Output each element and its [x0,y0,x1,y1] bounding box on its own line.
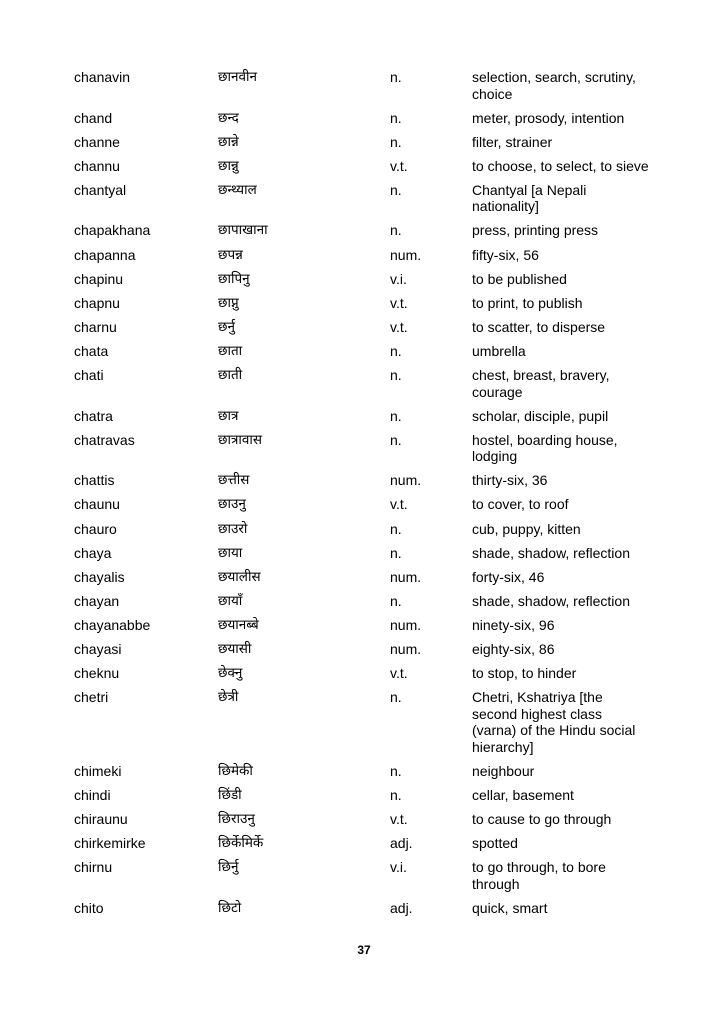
entry-devanagari: छेक्नु [218,665,243,682]
entry-devanagari: छन्थ्याल [218,181,257,198]
entry-devanagari: छयानब्बे [218,616,259,633]
entry-definition: to be published [472,270,567,287]
entry-word: chayalis [74,568,125,585]
dictionary-entry [74,859,664,892]
entry-word: chindi [74,786,111,803]
dictionary-entry [74,835,664,852]
entry-part-of-speech: v.t. [390,318,408,335]
entry-devanagari: छाया [218,544,243,561]
entry-definition: Chantyal [a Nepali nationality] [472,181,587,215]
entry-definition: to cause to go through [472,810,612,827]
entry-part-of-speech: num. [390,616,422,633]
entry-definition: forty-six, 46 [472,568,545,585]
dictionary-entry [74,271,664,288]
dictionary-entry [74,617,664,634]
dictionary-entry [74,593,664,610]
entry-definition: chest, breast, bravery, courage [472,367,610,400]
entry-word: chito [74,899,104,916]
entry-part-of-speech: adj. [390,835,413,852]
entry-word: chantyal [74,181,127,198]
dictionary-entry [74,521,664,538]
entry-devanagari: छाप्नु [218,294,239,311]
entry-part-of-speech: n. [390,407,402,424]
dictionary-entry [74,432,664,465]
entry-devanagari: छपन्न [218,246,243,263]
page-number: 37 [357,943,371,957]
dictionary-entry [74,408,664,425]
dictionary-entry [74,247,664,264]
dictionary-entry [74,182,664,215]
entry-definition: press, printing press [472,222,599,239]
entry-definition: neighbour [472,762,535,779]
entry-definition: to cover, to roof [472,496,569,513]
entry-devanagari: छाउरो [218,520,248,537]
entry-part-of-speech: n. [390,181,402,198]
entry-word: channe [74,133,120,150]
entry-devanagari: छन्द [218,109,239,126]
entry-devanagari: छयासी [218,640,252,657]
entry-definition: to print, to publish [472,294,583,311]
entry-part-of-speech: num. [390,640,422,657]
entry-definition: cub, puppy, kitten [472,520,581,537]
entry-word: charnu [74,318,117,335]
entry-part-of-speech: v.i. [390,859,407,876]
entry-word: chimeki [74,762,122,779]
dictionary-entry [74,158,664,175]
entry-word: chaya [74,544,112,561]
entry-word: chayanabbe [74,616,151,633]
entry-part-of-speech: n. [390,133,402,150]
entry-devanagari: छापिनु [218,270,250,287]
entry-word: chiraunu [74,810,128,827]
entry-part-of-speech: v.t. [390,294,408,311]
dictionary-entry [74,367,664,400]
entry-list [74,69,664,924]
entry-definition: ninety-six, 96 [472,616,555,633]
dictionary-entry [74,787,664,804]
entry-devanagari: छाता [218,342,243,359]
entry-part-of-speech: v.t. [390,665,408,682]
dictionary-entry [74,110,664,127]
entry-definition: fifty-six, 56 [472,246,539,263]
entry-word: chanavin [74,69,131,85]
entry-devanagari: छात्र [218,407,239,424]
entry-word: chayan [74,592,120,609]
entry-devanagari: छिर्केमिर्के [218,835,264,852]
entry-word: chetri [74,689,109,706]
entry-part-of-speech: num. [390,568,422,585]
entry-word: chattis [74,472,115,489]
entry-definition: Chetri, Kshatriya [the second highest class (varna) of the Hindu social hierarchy] [472,689,636,755]
entry-devanagari: छिमेकी [218,762,253,779]
entry-devanagari: छेत्री [218,689,239,706]
dictionary-entry [74,763,664,780]
entry-part-of-speech: n. [390,592,402,609]
entry-part-of-speech: n. [390,786,402,803]
entry-devanagari: छान्ने [218,133,239,150]
dictionary-entry [74,295,664,312]
entry-devanagari: छाती [218,367,243,384]
entry-word: chirkemirke [74,835,146,852]
entry-word: chapanna [74,246,136,263]
entry-word: chata [74,342,109,359]
entry-part-of-speech: v.t. [390,496,408,513]
entry-part-of-speech: n. [390,109,402,126]
entry-definition: meter, prosody, intention [472,109,625,126]
entry-devanagari: छिटो [218,899,242,916]
entry-part-of-speech: n. [390,69,402,85]
entry-definition: quick, smart [472,899,548,916]
entry-devanagari: छान्नु [218,157,239,174]
dictionary-entry [74,472,664,489]
entry-word: chati [74,367,104,384]
entry-part-of-speech: n. [390,367,402,384]
dictionary-entry [74,343,664,360]
dictionary-entry [74,545,664,562]
entry-word: chayasi [74,640,122,657]
entry-definition: scholar, disciple, pupil [472,407,609,424]
entry-word: chand [74,109,113,126]
entry-part-of-speech: num. [390,472,422,489]
entry-devanagari: छर्नु [218,318,235,335]
dictionary-entry [74,665,664,682]
entry-definition: eighty-six, 86 [472,640,555,657]
entry-part-of-speech: n. [390,431,402,448]
entry-word: channu [74,157,120,174]
entry-devanagari: छिर्नु [218,859,239,876]
entry-devanagari: छिराउनु [218,810,255,827]
dictionary-entry [74,689,664,755]
entry-part-of-speech: n. [390,544,402,561]
entry-part-of-speech: n. [390,520,402,537]
entry-part-of-speech: n. [390,342,402,359]
entry-part-of-speech: n. [390,689,402,706]
entry-part-of-speech: num. [390,246,422,263]
entry-devanagari: छायाँ [218,592,243,609]
entry-word: chatravas [74,431,135,448]
entry-devanagari: छानवीन [218,69,257,85]
entry-part-of-speech: n. [390,222,402,239]
entry-devanagari: छिंडी [218,786,242,803]
dictionary-entry [74,569,664,586]
entry-definition: shade, shadow, reflection [472,592,630,609]
entry-word: chatra [74,407,113,424]
dictionary-entry [74,319,664,336]
dictionary-entry [74,641,664,658]
entry-devanagari: छत्तीस [218,472,250,489]
entry-definition: filter, strainer [472,133,553,150]
dictionary-entry [74,496,664,513]
entry-definition: hostel, boarding house, lodging [472,431,618,465]
entry-word: chapinu [74,270,124,287]
entry-devanagari: छात्रावास [218,431,263,448]
entry-word: chapnu [74,294,120,311]
entry-definition: to scatter, to disperse [472,318,606,335]
entry-devanagari: छयालीस [218,568,261,585]
entry-definition: to choose, to select, to sieve [472,157,649,174]
dictionary-entry [74,811,664,828]
entry-definition: spotted [472,835,518,852]
dictionary-entry [74,222,664,239]
entry-word: chaunu [74,496,120,513]
entry-definition: thirty-six, 36 [472,472,548,489]
entry-part-of-speech: v.t. [390,810,408,827]
dictionary-entry [74,900,664,917]
entry-devanagari: छापाखाना [218,222,268,239]
entry-part-of-speech: v.i. [390,270,407,287]
entry-word: chirnu [74,859,113,876]
dictionary-entry [74,69,664,102]
dictionary-entry [74,134,664,151]
entry-word: chapakhana [74,222,151,239]
entry-definition: to stop, to hinder [472,665,577,682]
entry-definition: selection, search, scrutiny, choice [472,69,636,102]
entry-word: cheknu [74,665,120,682]
entry-part-of-speech: adj. [390,899,413,916]
entry-definition: cellar, basement [472,786,574,803]
entry-part-of-speech: v.t. [390,157,408,174]
entry-definition: shade, shadow, reflection [472,544,630,561]
entry-word: chauro [74,520,117,537]
entry-part-of-speech: n. [390,762,402,779]
entry-definition: to go through, to bore through [472,859,606,892]
entry-definition: umbrella [472,342,526,359]
entry-devanagari: छाउनु [218,496,246,513]
